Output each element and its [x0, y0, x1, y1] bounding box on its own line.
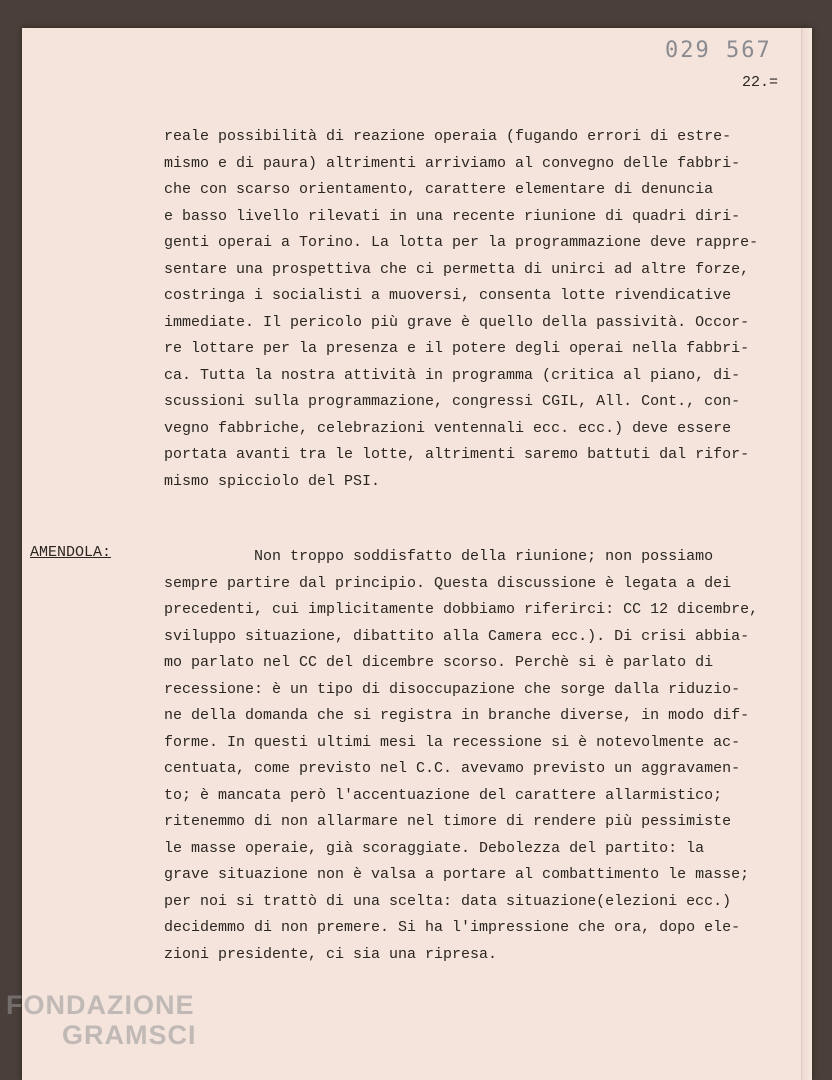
archive-number: 029 567	[665, 38, 772, 63]
text-line: decidemmo di non premere. Si ha l'impressione che ora, dopo ele-	[164, 919, 741, 936]
text-line: mismo e di paura) altrimenti arriviamo al convegno delle fabbri-	[164, 154, 741, 172]
text-line: precedenti, cui implicitamente dobbiamo riferirci: CC 12 dicembre,	[164, 601, 759, 618]
document-page	[22, 28, 812, 1080]
text-line: che con scarso orientamento, carattere elementare di denuncia	[164, 181, 714, 198]
text-line: le masse operaie, già scoraggiate. Debolezza del partito: la	[164, 839, 705, 857]
text-line: costringa i socialisti a muoversi, consenta lotte rivendicative	[164, 287, 732, 304]
text-line: genti operai a Torino. La lotta per la programmazione deve rappre-	[164, 234, 759, 251]
text-line: re lottare per la presenza e il potere degli operai nella fabbri-	[164, 340, 750, 357]
text-line: forme. In questi ultimi mesi la recessione si è notevolmente ac-	[164, 733, 741, 751]
text-line: to; è mancata però l'accentuazione del carattere allarmistico;	[164, 786, 723, 804]
text-line: mo parlato nel CC del dicembre scorso. Perchè si è parlato di	[164, 654, 714, 671]
text-line: ca. Tutta la nostra attività in programma (critica al piano, di-	[164, 366, 741, 384]
text-line: ritenemmo di non allarmare nel timore di rendere più pessimiste	[164, 813, 732, 830]
page-number: 22.=	[742, 74, 779, 91]
fondazione-gramsci-watermark	[6, 990, 197, 1050]
text-line: e basso livello rilevati in una recente riunione di quadri diri-	[164, 207, 741, 225]
paragraph-2	[164, 544, 804, 968]
text-line: per noi si trattò di una scelta: data situazione(elezioni ecc.)	[164, 892, 732, 910]
watermark-line-1: FONDAZIONE	[6, 990, 195, 1020]
text-line: vegno fabbriche, celebrazioni ventennali ecc. ecc.) deve essere	[164, 419, 732, 437]
text-line: sempre partire dal principio. Questa discussione è legata a dei	[164, 574, 732, 592]
text-line: sviluppo situazione, dibattito alla Camera ecc.). Di crisi abbia-	[164, 627, 750, 645]
text-line: immediate. Il pericolo più grave è quello della passività. Occor-	[164, 313, 750, 331]
text-line: recessione: è un tipo di disoccupazione che sorge dalla riduzio-	[164, 680, 741, 698]
text-line: sentare una prospettiva che ci permetta di unirci ad altre forze,	[164, 260, 750, 278]
text-line: zioni presidente, ci sia una ripresa.	[164, 945, 498, 963]
text-line: ne della domanda che si registra in branche diverse, in modo dif-	[164, 707, 750, 724]
text-line: grave situazione non è valsa a portare al combattimento le masse;	[164, 866, 750, 883]
text-line: mismo spicciolo del PSI.	[164, 472, 381, 490]
text-line: centuata, come previsto nel C.C. avevamo previsto un aggravamen-	[164, 760, 741, 777]
speaker-label: AMENDOLA:	[30, 544, 112, 561]
text-line: portata avanti tra le lotte, altrimenti saremo battuti dal rifor-	[164, 446, 750, 463]
text-line: Non troppo soddisfatto della riunione; non possiamo	[164, 548, 714, 565]
text-line: scussioni sulla programmazione, congressi CGIL, All. Cont., con-	[164, 393, 741, 410]
text-line: reale possibilità di reazione operaia (fugando errori di estre-	[164, 128, 732, 145]
watermark-line-2: GRAMSCI	[62, 1020, 197, 1050]
paragraph-1	[164, 124, 804, 495]
